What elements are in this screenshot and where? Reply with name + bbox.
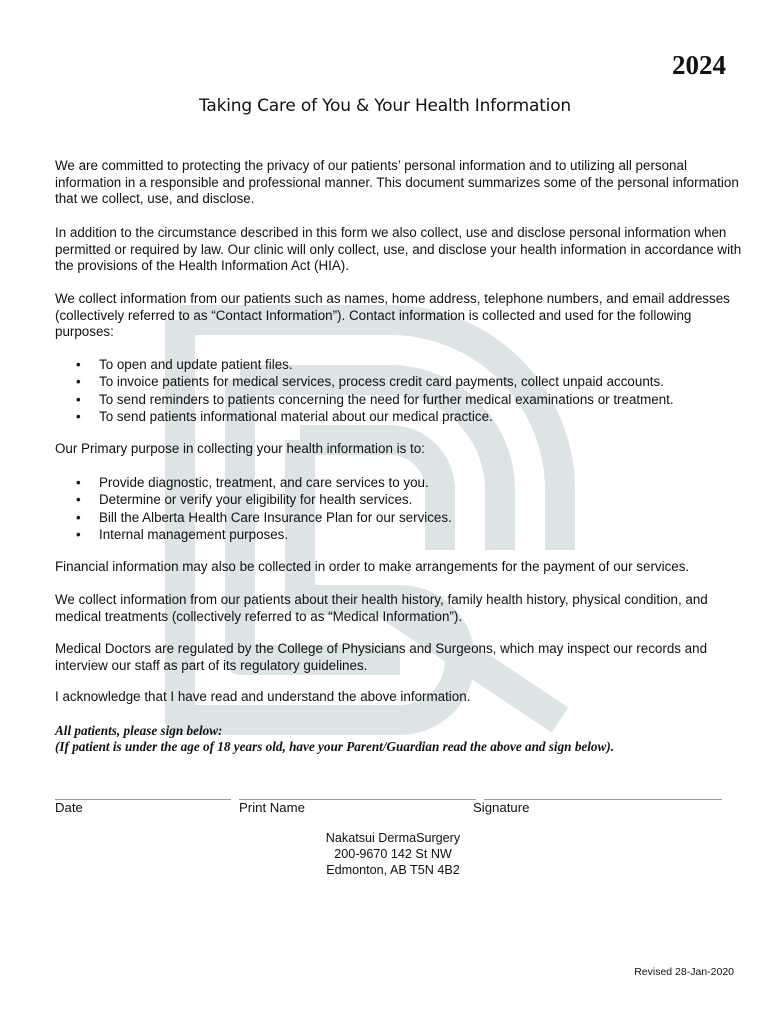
contact-purposes-list bbox=[55, 356, 674, 426]
medical-info-paragraph bbox=[55, 592, 745, 625]
clinic-address bbox=[0, 830, 770, 878]
regulation-paragraph bbox=[55, 641, 745, 674]
primary-purpose-paragraph bbox=[55, 441, 745, 458]
list-item: • Determine or verify your eligibility for health services. bbox=[55, 491, 452, 508]
contact-info-paragraph bbox=[55, 291, 745, 341]
paragraph-8: I acknowledge that I have read and understand the above information. bbox=[55, 689, 471, 704]
print-name-label: Print Name bbox=[239, 800, 305, 815]
list-item: • Internal management purposes. bbox=[55, 526, 452, 543]
list-item: • To send patients informational material about our medical practice. bbox=[55, 408, 674, 425]
paragraph-3: We collect information from our patients such as names, home address, telephone numbers, and email addresses (collectively referred to as “Contact Information”). Contact information is collected and used for the following purposes: bbox=[55, 291, 730, 339]
paragraph-7: Medical Doctors are regulated by the College of Physicians and Surgeons, which may inspect our records and interview our staff as part of its regulatory guidelines. bbox=[55, 641, 708, 673]
paragraph-5: Financial information may also be collected in order to make arrangements for the payment of our services. bbox=[55, 559, 690, 574]
page-title: Taking Care of You & Your Health Information bbox=[199, 96, 571, 116]
paragraph-4: Our Primary purpose in collecting your health information is to: bbox=[55, 441, 425, 456]
clinic-street: 200-9670 142 St NW bbox=[334, 847, 452, 861]
list-item: • To send reminders to patients concerning the need for further medical examinations or treatment. bbox=[55, 391, 674, 408]
primary-purposes-list bbox=[55, 474, 452, 544]
paragraph-2: In addition to the circumstance described in this form we also collect, use and disclose personal information when permitted or required by law. Our clinic will only collect, use, and disclose your health information in accordance with the provisions of the Health Information Act (HIA). bbox=[55, 225, 742, 273]
paragraph-6: We collect information from our patients about their health history, family health history, physical condition, and medical treatments (collectively referred to as “Medical Information”). bbox=[55, 592, 708, 624]
signature-note-line-1: All patients, please sign below: bbox=[55, 723, 223, 738]
document-year: 2024 bbox=[672, 50, 726, 80]
privacy-commitment-paragraph bbox=[55, 158, 745, 208]
legal-disclosure-paragraph bbox=[55, 225, 745, 275]
financial-info-paragraph bbox=[55, 559, 745, 576]
list-item: • To open and update patient files. bbox=[55, 356, 674, 373]
paragraph-1: We are committed to protecting the privacy of our patients’ personal information and to utilizing all personal information in a responsible and professional manner. This document summarizes some of the personal information that we collect, use, and disclose. bbox=[55, 158, 739, 206]
clinic-name: Nakatsui DermaSurgery bbox=[325, 831, 461, 845]
list-item: • To invoice patients for medical services, process credit card payments, collect unpaid accounts. bbox=[55, 373, 674, 390]
list-item: • Provide diagnostic, treatment, and care services to you. bbox=[55, 474, 452, 491]
signature-label: Signature bbox=[473, 800, 530, 815]
list-item: • Bill the Alberta Health Care Insurance Plan for our services. bbox=[55, 509, 452, 526]
revision-date: Revised 28-Jan-2020 bbox=[634, 966, 734, 978]
signature-note-line-2: (If patient is under the age of 18 years old, have your Parent/Guardian read the above and sign below). bbox=[55, 739, 615, 754]
clinic-city: Edmonton, AB T5N 4B2 bbox=[326, 863, 460, 877]
acknowledgement-paragraph bbox=[55, 689, 745, 706]
date-label: Date bbox=[55, 800, 83, 815]
signature-note bbox=[55, 723, 614, 755]
